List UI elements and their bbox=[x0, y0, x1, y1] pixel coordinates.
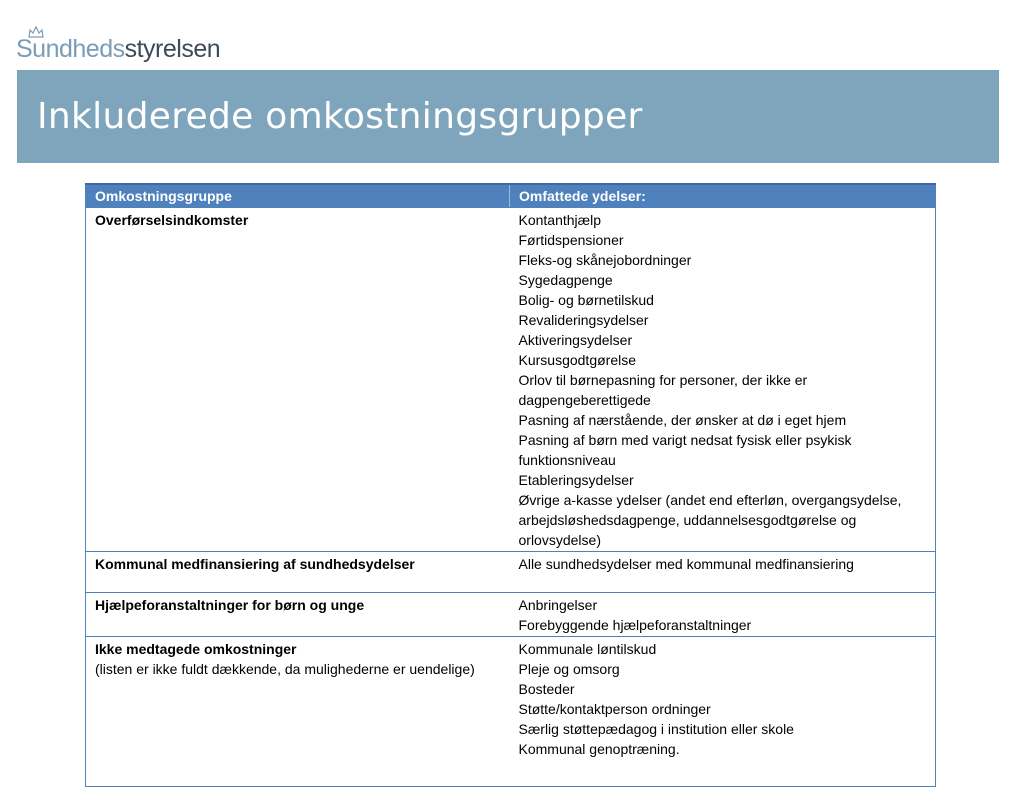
benefit-item: Pasning af nærstående, der ønsker at dø i eget hjem bbox=[518, 412, 847, 428]
benefit-item: Kommunal genoptræning. bbox=[518, 741, 680, 757]
cost-groups-table bbox=[85, 183, 936, 787]
benefit-item: Pasning af børn med varigt nedsat fysisk eller psykisk funktionsniveau bbox=[518, 432, 852, 468]
cost-group-cell bbox=[86, 208, 510, 552]
covered-benefits-cell bbox=[510, 552, 936, 593]
cost-groups-table-container bbox=[85, 183, 935, 783]
benefit-item: Orlov til børnepasning for personer, der ikke er dagpengeberettigede bbox=[518, 372, 808, 408]
table-row bbox=[86, 593, 936, 637]
covered-benefits-cell bbox=[510, 593, 936, 637]
benefit-item: Kommunale løntilskud bbox=[518, 641, 657, 657]
benefit-item: Øvrige a-kasse ydelser (andet end efterløn, overgangsydelse, arbejdsløshedsdagpenge, uddannelsesgodtgørelse og orlovsydelse) bbox=[518, 492, 902, 548]
benefit-item: Støtte/kontaktperson ordninger bbox=[518, 701, 711, 717]
benefit-item: Revalideringsydelser bbox=[518, 312, 649, 328]
benefit-item: Sygedagpenge bbox=[518, 272, 613, 288]
benefit-item: Fleks-og skånejobordninger bbox=[518, 252, 692, 268]
covered-benefits-cell bbox=[510, 637, 936, 787]
cost-group-name: Hjælpeforanstaltninger for børn og unge bbox=[95, 597, 365, 613]
cost-group-cell bbox=[86, 637, 510, 787]
header-cost-group: Omkostningsgruppe bbox=[86, 184, 510, 208]
benefit-item: Særlig støttepædagog i institution eller skole bbox=[518, 721, 794, 737]
header-covered-benefits: Omfattede ydelser: bbox=[510, 184, 936, 208]
table-row bbox=[86, 208, 936, 552]
logo-text-part1: Sundheds bbox=[16, 35, 125, 63]
benefit-item: Bosteder bbox=[518, 681, 575, 697]
benefit-item: Aktiveringsydelser bbox=[518, 332, 633, 348]
cost-group-cell bbox=[86, 552, 510, 593]
cost-group-note: (listen er ikke fuldt dækkende, da mulighederne er uendelige) bbox=[95, 661, 475, 677]
table-row bbox=[86, 552, 936, 593]
benefit-item: Bolig- og børnetilskud bbox=[518, 292, 654, 308]
benefit-item: Forebyggende hjælpeforanstaltninger bbox=[518, 617, 752, 633]
table-body bbox=[86, 208, 936, 787]
table-header-row bbox=[86, 184, 936, 208]
table-row bbox=[86, 637, 936, 787]
cost-group-name: Overførselsindkomster bbox=[95, 212, 249, 228]
title-banner bbox=[17, 70, 999, 163]
slide-title: Inkluderede omkostningsgrupper bbox=[37, 96, 643, 137]
benefit-item: Etableringsydelser bbox=[518, 472, 634, 488]
cost-group-name: Kommunal medfinansiering af sundhedsydelser bbox=[95, 556, 415, 572]
benefit-item: Anbringelser bbox=[518, 597, 598, 613]
benefit-item: Kontanthjælp bbox=[518, 212, 602, 228]
benefit-item: Kursusgodtgørelse bbox=[518, 352, 637, 368]
covered-benefits-cell bbox=[510, 208, 936, 552]
logo-text-part2: styrelsen bbox=[124, 35, 221, 63]
benefit-item: Alle sundhedsydelser med kommunal medfinansiering bbox=[518, 556, 854, 572]
cost-group-name: Ikke medtagede omkostninger bbox=[95, 641, 297, 657]
sundhedsstyrelsen-logo bbox=[16, 28, 220, 64]
cost-group-cell bbox=[86, 593, 510, 637]
benefit-item: Førtidspensioner bbox=[518, 232, 624, 248]
benefit-item: Pleje og omsorg bbox=[518, 661, 620, 677]
crown-icon bbox=[28, 26, 44, 38]
